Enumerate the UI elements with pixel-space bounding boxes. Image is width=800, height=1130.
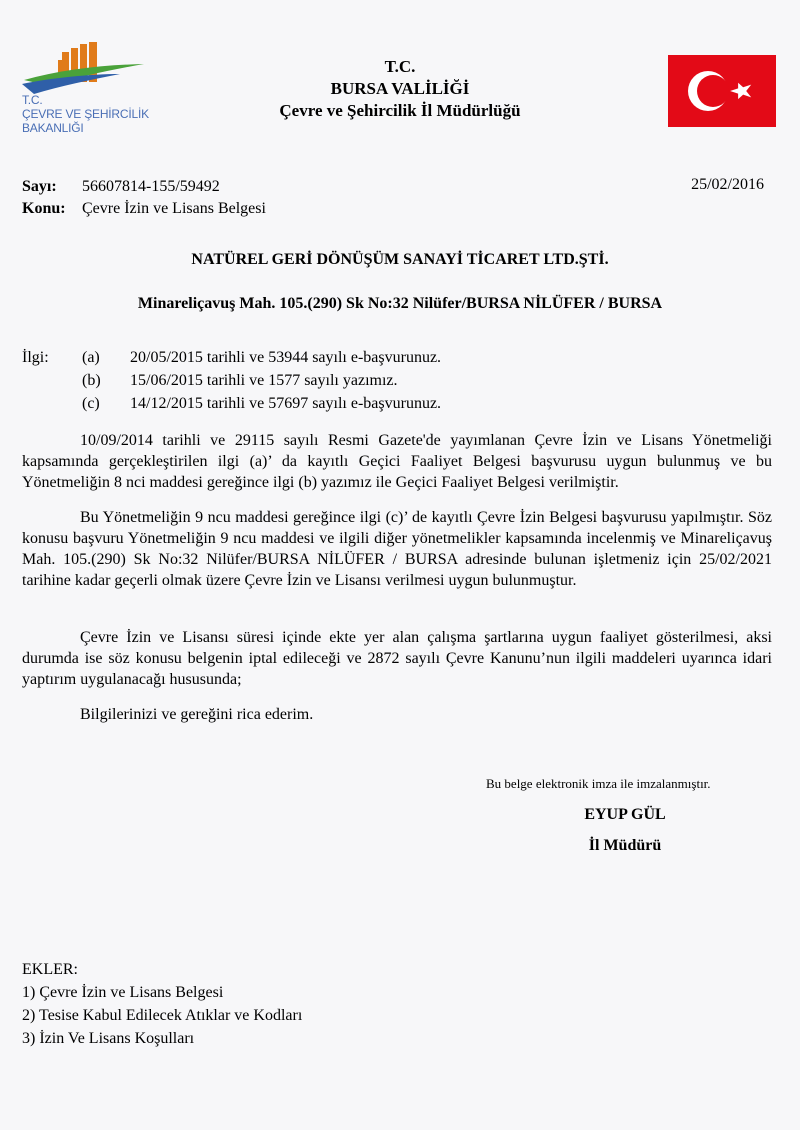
signer-name: EYUP GÜL [584,806,666,823]
reference-key: (a) [82,349,100,366]
body-paragraph-1: 10/09/2014 tarihli ve 29115 sayılı Resmi Gazete'de yayımlanan Çevre İzin ve Lisans Yönetmeliği kapsamında gerçekleştirilen ilgi (a)’ da kayıtlı Geçici Faaliyet Belgesi başvurusu uygun bulunmuş ve bu Yönetmeliğin 8 nci maddesi gereğince ilgi (b) yazımız ile Geçici Faaliyet Belgesi verilmiştir. [22,432,772,491]
sayi-label: Sayı: [22,178,57,195]
reference-text: 14/12/2015 tarihli ve 57697 sayılı e-başvurunuz. [130,395,442,412]
reference-item [22,346,441,369]
signer-title: İl Müdürü [588,837,662,854]
document-meta [22,176,266,220]
body-paragraph-2: Bu Yönetmeliğin 9 ncu maddesi gereğince ilgi (c)’ de kayıtlı Çevre İzin Belgesi başvurusu yapılmıştır. Söz konusu başvuru Yönetmeliğin 9 ncu maddesi ve ilgili diğer yönetmelikler kapsamında incelenmiş ve Minareliçavuş Mah. 105.(290) Sk No:32 Nilüfer/BURSA NİLÜFER / BURSA adresinde bulunan işletmeniz için 25/02/2021 tarihine kadar geçerli olmak üzere Çevre İzin ve Lisansı verilmesi uygun bulunmuştur. [22,509,772,589]
logo-line-2: ÇEVRE VE ŞEHİRCİLİK [22,107,149,121]
attachments-list [22,958,302,1050]
logo-line-3: BAKANLIĞI [22,121,84,135]
logo-line-1: T.C. [22,93,43,107]
reference-text: 20/05/2015 tarihli ve 53944 sayılı e-başvurunuz. [130,349,442,366]
reference-label: İlgi: [22,349,49,366]
header-line-1: T.C. [384,57,416,76]
konu-value: Çevre İzin ve Lisans Belgesi [82,200,266,217]
attachment-item: 2) Tesise Kabul Edilecek Atıklar ve Kodları [22,1007,303,1024]
attachments-title: EKLER: [22,961,78,978]
header-line-2: BURSA VALİLİĞİ [330,79,470,98]
sayi-value: 56607814-155/59492 [82,178,220,195]
konu-label: Konu: [22,200,66,217]
attachment-item: 3) İzin Ve Lisans Koşulları [22,1030,195,1047]
body-paragraph-3: Çevre İzin ve Lisansı süresi içinde ekte yer alan çalışma şartlarına uygun faaliyet gösterilmesi, aksi durumda ise söz konusu belgenin iptal edileceği ve 2872 sayılı Çevre Kanunu’nun ilgili maddeleri uyarınca idari yaptırım uygulanacağı hususunda; [22,629,772,688]
attachment-item: 1) Çevre İzin ve Lisans Belgesi [22,984,224,1001]
recipient-name: NATÜREL GERİ DÖNÜŞÜM SANAYİ TİCARET LTD.ŞTİ. [191,251,609,268]
reference-text: 15/06/2015 tarihli ve 1577 sayılı yazımız. [130,372,398,389]
reference-item [22,369,441,392]
header-line-3: Çevre ve Şehircilik İl Müdürlüğü [279,101,521,120]
turkish-flag-icon [668,55,776,127]
reference-key: (b) [82,372,101,389]
reference-item [22,392,441,415]
recipient-address: Minareliçavuş Mah. 105.(290) Sk No:32 Nilüfer/BURSA NİLÜFER / BURSA [137,295,663,312]
reference-list [22,346,441,415]
document-date: 25/02/2016 [691,176,764,193]
body-paragraph-4: Bilgilerinizi ve gereğini rica ederim. [80,706,314,723]
e-signature-note: Bu belge elektronik imza ile imzalanmıştır. [486,776,711,791]
reference-key: (c) [82,395,100,412]
